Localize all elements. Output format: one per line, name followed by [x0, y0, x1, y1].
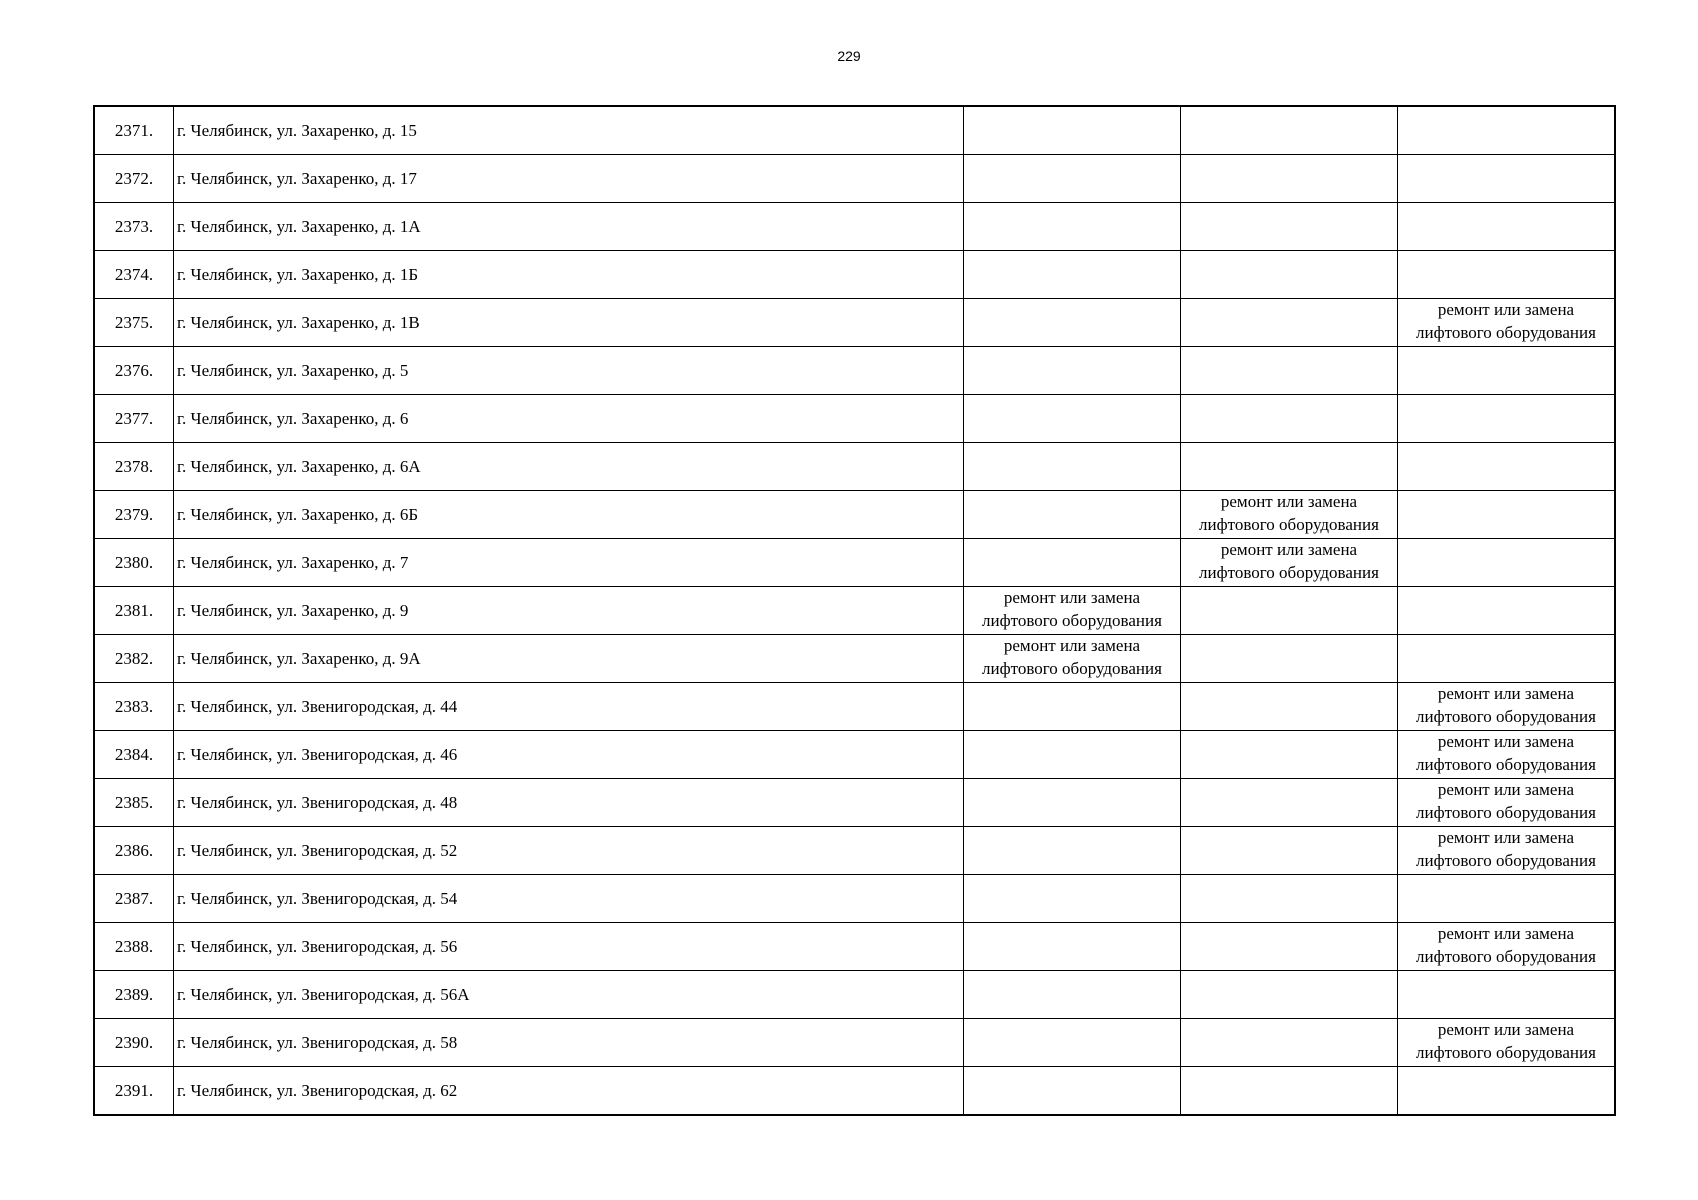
row-number: 2383. — [94, 683, 174, 731]
work-cell-3 — [1398, 827, 1616, 875]
work-cell-3 — [1398, 155, 1616, 203]
work-cell-2 — [1181, 587, 1398, 635]
row-address: г. Челябинск, ул. Захаренко, д. 15 — [174, 106, 964, 155]
work-cell-2 — [1181, 827, 1398, 875]
table-row — [94, 539, 1615, 587]
work-cell-3 — [1398, 251, 1616, 299]
table-row — [94, 923, 1615, 971]
work-cell-3 — [1398, 875, 1616, 923]
row-address: г. Челябинск, ул. Захаренко, д. 6 — [174, 395, 964, 443]
row-address: г. Челябинск, ул. Захаренко, д. 5 — [174, 347, 964, 395]
work-text: ремонт или замена лифтового оборудования — [1416, 732, 1596, 774]
work-cell-2 — [1181, 347, 1398, 395]
work-cell-3 — [1398, 347, 1616, 395]
row-address: г. Челябинск, ул. Захаренко, д. 17 — [174, 155, 964, 203]
row-number: 2371. — [94, 106, 174, 155]
table-row — [94, 779, 1615, 827]
work-text: ремонт или замена лифтового оборудования — [1416, 828, 1596, 870]
work-cell-3 — [1398, 443, 1616, 491]
work-cell-3 — [1398, 971, 1616, 1019]
work-cell-1 — [964, 779, 1181, 827]
row-number: 2374. — [94, 251, 174, 299]
work-cell-2 — [1181, 1019, 1398, 1067]
row-number: 2389. — [94, 971, 174, 1019]
works-table — [93, 105, 1616, 1116]
work-cell-2 — [1181, 1067, 1398, 1116]
row-address: г. Челябинск, ул. Захаренко, д. 1А — [174, 203, 964, 251]
work-text: ремонт или замена лифтового оборудования — [1416, 300, 1596, 342]
work-cell-2 — [1181, 106, 1398, 155]
work-cell-3 — [1398, 587, 1616, 635]
row-number: 2386. — [94, 827, 174, 875]
work-cell-2 — [1181, 875, 1398, 923]
work-text: ремонт или замена лифтового оборудования — [1416, 684, 1596, 726]
work-cell-2 — [1181, 539, 1398, 587]
row-address: г. Челябинск, ул. Звенигородская, д. 46 — [174, 731, 964, 779]
row-address: г. Челябинск, ул. Звенигородская, д. 56А — [174, 971, 964, 1019]
work-cell-3 — [1398, 106, 1616, 155]
work-cell-1 — [964, 1019, 1181, 1067]
table-row — [94, 395, 1615, 443]
work-cell-3 — [1398, 203, 1616, 251]
work-cell-3 — [1398, 395, 1616, 443]
work-cell-3 — [1398, 1019, 1616, 1067]
work-cell-1 — [964, 827, 1181, 875]
row-address: г. Челябинск, ул. Звенигородская, д. 44 — [174, 683, 964, 731]
work-cell-2 — [1181, 491, 1398, 539]
row-number: 2382. — [94, 635, 174, 683]
work-cell-3 — [1398, 731, 1616, 779]
work-cell-1 — [964, 587, 1181, 635]
row-number: 2387. — [94, 875, 174, 923]
work-cell-2 — [1181, 971, 1398, 1019]
table-row — [94, 827, 1615, 875]
work-text: ремонт или замена лифтового оборудования — [982, 636, 1162, 678]
work-cell-1 — [964, 539, 1181, 587]
row-number: 2380. — [94, 539, 174, 587]
table-row — [94, 155, 1615, 203]
work-text: ремонт или замена лифтового оборудования — [1199, 540, 1379, 582]
table-row — [94, 347, 1615, 395]
work-cell-2 — [1181, 779, 1398, 827]
row-number: 2372. — [94, 155, 174, 203]
table-row — [94, 106, 1615, 155]
row-address: г. Челябинск, ул. Захаренко, д. 1Б — [174, 251, 964, 299]
work-cell-1 — [964, 923, 1181, 971]
row-number: 2391. — [94, 1067, 174, 1116]
row-number: 2373. — [94, 203, 174, 251]
row-address: г. Челябинск, ул. Захаренко, д. 9А — [174, 635, 964, 683]
work-cell-3 — [1398, 683, 1616, 731]
row-address: г. Челябинск, ул. Захаренко, д. 9 — [174, 587, 964, 635]
work-cell-3 — [1398, 299, 1616, 347]
table-row — [94, 443, 1615, 491]
work-cell-1 — [964, 155, 1181, 203]
table-row — [94, 251, 1615, 299]
work-cell-3 — [1398, 491, 1616, 539]
table-row — [94, 299, 1615, 347]
work-cell-1 — [964, 683, 1181, 731]
work-text: ремонт или замена лифтового оборудования — [1199, 492, 1379, 534]
row-address: г. Челябинск, ул. Звенигородская, д. 62 — [174, 1067, 964, 1116]
row-address: г. Челябинск, ул. Захаренко, д. 6А — [174, 443, 964, 491]
work-cell-1 — [964, 971, 1181, 1019]
work-cell-2 — [1181, 251, 1398, 299]
work-cell-2 — [1181, 203, 1398, 251]
row-number: 2381. — [94, 587, 174, 635]
row-number: 2378. — [94, 443, 174, 491]
row-address: г. Челябинск, ул. Звенигородская, д. 48 — [174, 779, 964, 827]
page-number: 229 — [837, 48, 861, 64]
work-cell-1 — [964, 1067, 1181, 1116]
table-row — [94, 731, 1615, 779]
work-cell-3 — [1398, 779, 1616, 827]
work-cell-1 — [964, 443, 1181, 491]
work-cell-1 — [964, 203, 1181, 251]
work-cell-1 — [964, 731, 1181, 779]
row-address: г. Челябинск, ул. Захаренко, д. 6Б — [174, 491, 964, 539]
table-row — [94, 203, 1615, 251]
work-cell-1 — [964, 395, 1181, 443]
work-cell-1 — [964, 491, 1181, 539]
row-number: 2375. — [94, 299, 174, 347]
table-body — [94, 106, 1615, 1115]
work-cell-3 — [1398, 923, 1616, 971]
work-cell-2 — [1181, 731, 1398, 779]
work-cell-1 — [964, 251, 1181, 299]
work-cell-2 — [1181, 155, 1398, 203]
table-row — [94, 491, 1615, 539]
work-cell-1 — [964, 347, 1181, 395]
work-cell-3 — [1398, 1067, 1616, 1116]
work-text: ремонт или замена лифтового оборудования — [1416, 924, 1596, 966]
table-row — [94, 971, 1615, 1019]
work-cell-2 — [1181, 683, 1398, 731]
work-cell-1 — [964, 106, 1181, 155]
table-row — [94, 683, 1615, 731]
work-cell-3 — [1398, 539, 1616, 587]
row-address: г. Челябинск, ул. Захаренко, д. 1В — [174, 299, 964, 347]
table-row — [94, 875, 1615, 923]
row-number: 2388. — [94, 923, 174, 971]
row-address: г. Челябинск, ул. Звенигородская, д. 58 — [174, 1019, 964, 1067]
row-address: г. Челябинск, ул. Звенигородская, д. 54 — [174, 875, 964, 923]
row-address: г. Челябинск, ул. Звенигородская, д. 52 — [174, 827, 964, 875]
work-cell-2 — [1181, 299, 1398, 347]
row-number: 2379. — [94, 491, 174, 539]
work-cell-2 — [1181, 395, 1398, 443]
work-cell-2 — [1181, 923, 1398, 971]
work-text: ремонт или замена лифтового оборудования — [1416, 1020, 1596, 1062]
table-row — [94, 635, 1615, 683]
work-cell-1 — [964, 635, 1181, 683]
row-address: г. Челябинск, ул. Звенигородская, д. 56 — [174, 923, 964, 971]
table-row — [94, 587, 1615, 635]
row-address: г. Челябинск, ул. Захаренко, д. 7 — [174, 539, 964, 587]
work-text: ремонт или замена лифтового оборудования — [1416, 780, 1596, 822]
work-text: ремонт или замена лифтового оборудования — [982, 588, 1162, 630]
row-number: 2376. — [94, 347, 174, 395]
work-cell-2 — [1181, 443, 1398, 491]
work-cell-1 — [964, 299, 1181, 347]
row-number: 2385. — [94, 779, 174, 827]
row-number: 2390. — [94, 1019, 174, 1067]
table-row — [94, 1019, 1615, 1067]
work-cell-1 — [964, 875, 1181, 923]
work-cell-3 — [1398, 635, 1616, 683]
row-number: 2384. — [94, 731, 174, 779]
table-row — [94, 1067, 1615, 1116]
row-number: 2377. — [94, 395, 174, 443]
work-cell-2 — [1181, 635, 1398, 683]
